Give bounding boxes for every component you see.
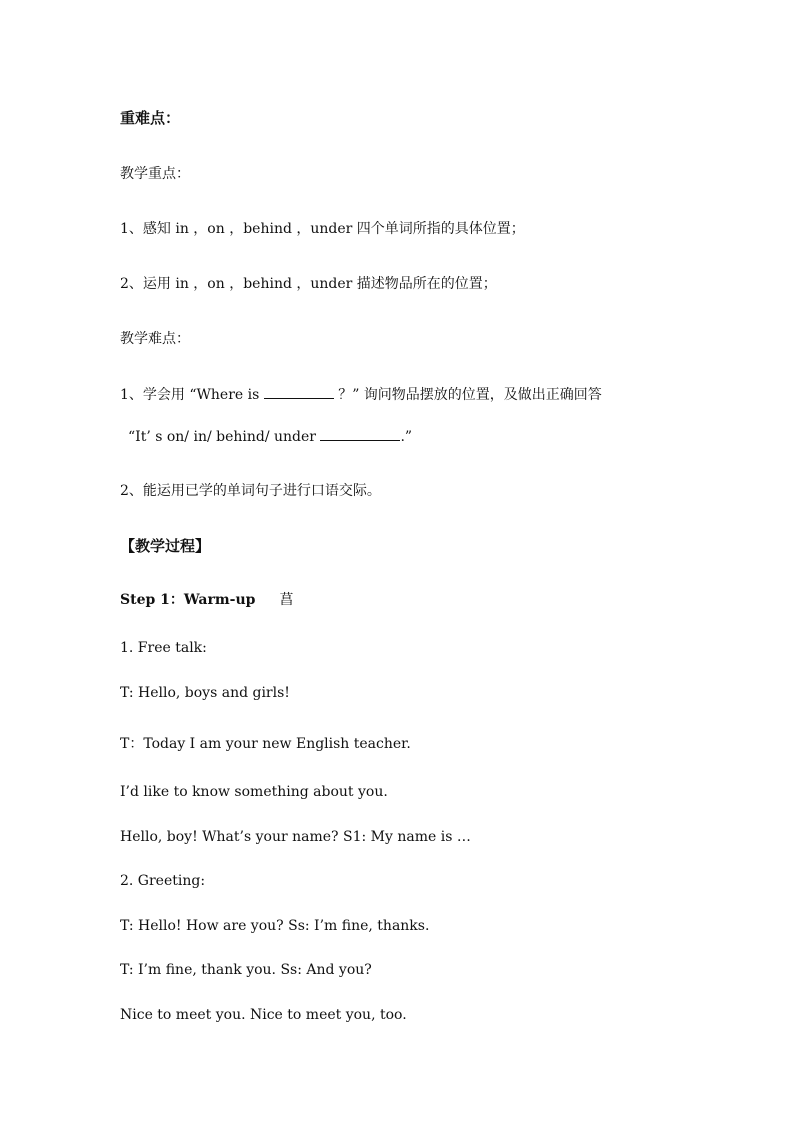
- line-hello-boy: Hello, boy! What’s your name? S1: My name is …: [120, 829, 471, 845]
- difficulty-item-2: 2、能运用已学的单词句子进行口语交际。: [120, 483, 381, 499]
- step1-glyph: 菖: [279, 592, 294, 608]
- teaching-focus-heading: 教学重点：: [120, 166, 190, 182]
- teaching-difficulty-heading: 教学难点：: [120, 331, 190, 347]
- line-t-today: T：Today I am your new English teacher.: [120, 736, 411, 752]
- step1-heading: Step 1：Warm-up: [120, 592, 256, 608]
- line-nice-meet: Nice to meet you. Nice to meet you, too.: [120, 1007, 407, 1023]
- difficulty-item-1-answer: [128, 426, 412, 446]
- focus-item-2: 2、运用 in ，on ，behind ，under 描述物品所在的位置；: [120, 276, 497, 292]
- difficulty-1-suffix: ？” 询问物品摆放的位置，及做出正确回答: [333, 387, 602, 403]
- line-t-hello: T: Hello, boys and girls!: [120, 685, 290, 701]
- fill-blank-2: [320, 426, 400, 441]
- fill-blank-1: [264, 384, 334, 399]
- difficulty-1-answer-suffix: .”: [400, 429, 413, 445]
- line-how-are-you: T: Hello! How are you? Ss: I’m fine, thanks.: [120, 918, 430, 934]
- line-like-know: I’d like to know something about you.: [120, 784, 388, 800]
- focus-item-1: 1、感知 in ，on ，behind ，under 四个单词所指的具体位置；: [120, 221, 525, 237]
- greeting-label: 2. Greeting:: [120, 873, 206, 889]
- difficulty-item-1: [120, 384, 602, 404]
- step1-line: [120, 591, 293, 609]
- difficulty-1-prefix: 1、学会用 “Where is: [120, 387, 264, 403]
- difficulty-1-answer-prefix: “It’ s on/ in/ behind/ under: [128, 429, 321, 445]
- key-points-heading: 重难点：: [120, 109, 181, 127]
- process-heading: 【教学过程】: [120, 537, 211, 555]
- free-talk-label: 1. Free talk:: [120, 640, 207, 656]
- line-im-fine: T: I’m fine, thank you. Ss: And you?: [120, 962, 372, 978]
